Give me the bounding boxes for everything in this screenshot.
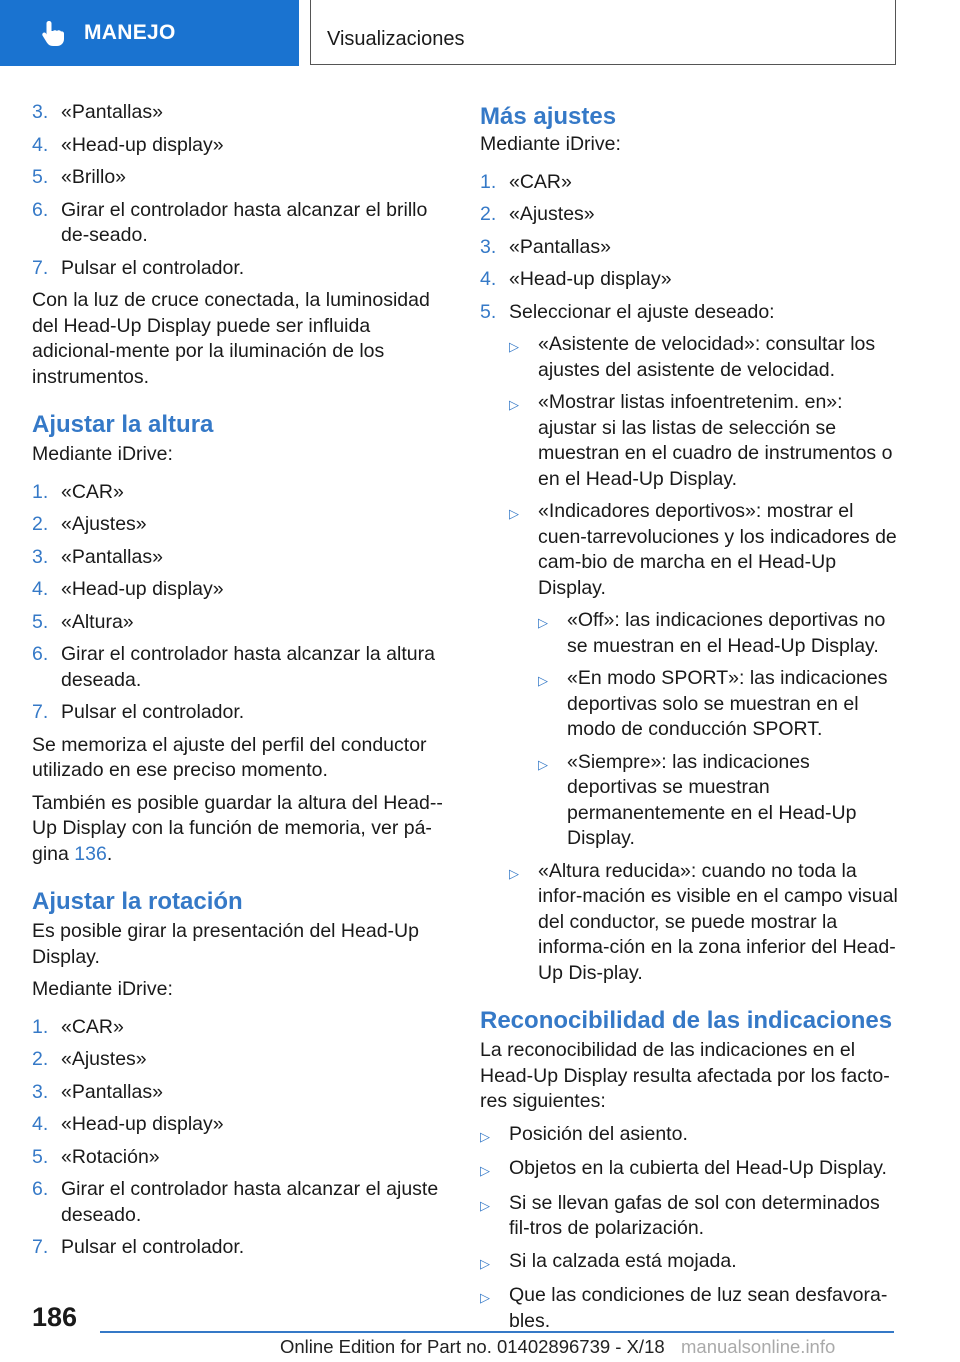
step-number: 6. <box>32 643 49 665</box>
step-text: «Ajustes» <box>61 1048 147 1070</box>
height-steps <box>32 480 450 726</box>
memory-note-end: . <box>106 842 113 865</box>
list-item <box>32 198 450 249</box>
intro-text: Mediante iDrive: <box>32 443 173 465</box>
step-number: 5. <box>32 1145 49 1168</box>
heading-altura: Ajustar la altura <box>32 411 214 438</box>
chapter-label: Visualizaciones <box>327 28 465 50</box>
triangle-bullet-icon: ▷ <box>538 615 548 630</box>
bullet-item <box>480 1249 898 1277</box>
section-heading <box>480 102 898 132</box>
sub-bullet-item <box>538 750 898 852</box>
bullet-text: «Off»: las indicaciones deportivas no se muestran en el Head-Up Display. <box>567 609 886 657</box>
step-number: 4. <box>32 1113 49 1135</box>
step-number: 4. <box>32 133 49 156</box>
bullet-item <box>480 1283 898 1334</box>
list-item <box>32 1015 450 1041</box>
intro-text: Mediante iDrive: <box>32 978 173 1000</box>
step-number: 1. <box>480 170 497 193</box>
triangle-bullet-icon: ▷ <box>509 397 519 412</box>
step-number: 1. <box>32 480 49 503</box>
step-text: Girar el controlador hasta alcanzar el brillo de-seado. <box>61 198 428 246</box>
section-label: MANEJO <box>84 21 176 44</box>
section-heading <box>32 887 450 917</box>
triangle-bullet-icon: ▷ <box>480 1163 490 1178</box>
step-text: Pulsar el controlador. <box>61 1236 245 1258</box>
step-text: «CAR» <box>61 1015 124 1038</box>
footer-divider <box>100 1331 894 1333</box>
profile-note: Se memoriza el ajuste del perfil del conductor utilizado en ese preciso momento. <box>32 733 427 781</box>
step-text: «CAR» <box>509 170 572 193</box>
list-item <box>32 610 450 636</box>
list-item <box>32 480 450 506</box>
bullet-item <box>509 390 898 492</box>
right-column <box>480 100 898 1341</box>
list-item <box>32 1235 450 1261</box>
bullet-text: Posición del asiento. <box>509 1122 688 1145</box>
step-number: 6. <box>32 1178 49 1200</box>
left-column <box>32 100 450 1268</box>
triangle-bullet-icon: ▷ <box>538 756 548 772</box>
step-number: 5. <box>32 166 49 188</box>
step-text: «Pantallas» <box>61 545 163 568</box>
step-text: Girar el controlador hasta alcanzar el ajuste deseado. <box>61 1178 439 1226</box>
hand-pointer-icon <box>38 18 68 48</box>
step-text: «Brillo» <box>61 166 127 188</box>
step-number: 6. <box>32 198 49 221</box>
triangle-bullet-icon: ▷ <box>538 673 548 688</box>
chapter-tab <box>310 0 896 65</box>
bullet-text: Objetos en la cubierta del Head-Up Display. <box>509 1157 887 1179</box>
list-item <box>32 165 450 191</box>
triangle-bullet-icon: ▷ <box>509 506 519 521</box>
sub-bullet-item <box>538 608 898 659</box>
triangle-bullet-icon: ▷ <box>509 339 519 354</box>
bullet-item <box>480 1156 898 1184</box>
bullet-item <box>509 499 898 601</box>
list-item <box>32 1177 450 1228</box>
bullet-text: «Mostrar listas infoentretenim. en»: ajustar si las listas de selección se muestran en el cuadro de instrumentos o en el Head-Up Display. <box>538 391 893 490</box>
heading-reconocibilidad: Reconocibilidad de las indicaciones <box>480 1007 893 1034</box>
list-item <box>32 1047 450 1073</box>
bullet-text: Si se llevan gafas de sol con determinados fil-tros de polarización. <box>509 1191 880 1239</box>
step-text: «Pantallas» <box>61 101 163 123</box>
list-item <box>32 642 450 693</box>
step-number: 3. <box>32 545 49 568</box>
bullet-text: «Siempre»: las indicaciones deportivas se muestran permanentemente en el Head-Up Display. <box>567 750 857 849</box>
list-item <box>32 1145 450 1171</box>
heading-mas-ajustes: Más ajustes <box>480 103 617 130</box>
step-number: 3. <box>32 101 49 123</box>
step-text: «Pantallas» <box>61 1080 163 1103</box>
triangle-bullet-icon: ▷ <box>480 1290 490 1305</box>
section-tab[interactable] <box>0 0 299 66</box>
step-number: 5. <box>32 610 49 633</box>
list-item <box>32 1112 450 1138</box>
step-text: «Altura» <box>61 610 134 633</box>
edition-text: Online Edition for Part no. 01402896739 - X/18 <box>280 1336 665 1357</box>
rotation-steps <box>32 1015 450 1261</box>
step-number: 4. <box>32 578 49 600</box>
list-item <box>32 256 450 282</box>
intro-text: Mediante iDrive: <box>480 133 621 155</box>
watermark-text: manualsonline.info <box>681 1336 836 1357</box>
step-text: Seleccionar el ajuste deseado: <box>509 300 775 323</box>
bullet-item <box>509 332 898 383</box>
memory-note <box>32 791 450 868</box>
page-header <box>0 0 960 66</box>
step-number: 7. <box>32 1236 49 1258</box>
list-item <box>480 235 898 261</box>
bullet-text: Que las condiciones de luz sean desfavora-bles. <box>509 1284 888 1332</box>
bullet-text: Si la calzada está mojada. <box>509 1249 737 1272</box>
list-item <box>480 300 898 326</box>
bullet-item <box>509 859 898 987</box>
rotation-text: Es posible girar la presentación del Head-Up Display. <box>32 920 419 968</box>
brightness-note: Con la luz de cruce conectada, la luminosidad del Head-Up Display puede ser influida adicional-mente por la iluminación de los instrumentos. <box>32 289 430 388</box>
triangle-bullet-icon: ▷ <box>480 1128 490 1144</box>
step-text: «Head-up display» <box>509 268 672 290</box>
step-text: «Head-up display» <box>61 578 224 600</box>
step-number: 2. <box>480 203 497 225</box>
triangle-bullet-icon: ▷ <box>480 1197 490 1213</box>
step-number: 2. <box>32 513 49 535</box>
bullet-item <box>480 1122 898 1150</box>
step-text: «Head-up display» <box>61 133 224 156</box>
step-number: 4. <box>480 268 497 290</box>
bullet-item <box>480 1191 898 1242</box>
list-item <box>32 133 450 159</box>
step-text: Pulsar el controlador. <box>61 256 245 279</box>
list-item <box>32 512 450 538</box>
list-item <box>32 545 450 571</box>
sub-bullet-item <box>538 666 898 743</box>
brightness-steps <box>32 100 450 281</box>
step-number: 5. <box>480 300 497 323</box>
step-text: «Ajustes» <box>509 203 595 225</box>
step-number: 3. <box>480 235 497 258</box>
triangle-bullet-icon: ▷ <box>509 865 519 881</box>
list-item <box>480 267 898 293</box>
step-number: 7. <box>32 256 49 279</box>
list-item <box>32 1080 450 1106</box>
bullet-text: «Altura reducida»: cuando no toda la infor-mación es visible en el campo visual del conductor, se puede mostrar la informa-ción en la zona inferior del Head-Up Dis-play. <box>538 859 898 984</box>
step-number: 7. <box>32 701 49 723</box>
section-heading <box>480 1006 898 1036</box>
section-heading <box>32 410 450 440</box>
list-item <box>32 700 450 726</box>
step-text: «Ajustes» <box>61 513 147 535</box>
memory-note-text: También es posible guardar la altura del Head--Up Display con la función de memoria, ver pá-gina <box>32 791 443 865</box>
list-item <box>480 202 898 228</box>
page-link[interactable]: 136 <box>74 842 107 865</box>
list-item <box>32 577 450 603</box>
step-text: «CAR» <box>61 480 124 503</box>
step-text: «Pantallas» <box>509 235 611 258</box>
more-settings-steps <box>480 170 898 326</box>
step-text: Pulsar el controlador. <box>61 701 245 723</box>
step-text: «Rotación» <box>61 1145 160 1168</box>
list-item <box>32 100 450 126</box>
step-number: 3. <box>32 1080 49 1103</box>
triangle-bullet-icon: ▷ <box>480 1255 490 1271</box>
legibility-text: La reconocibilidad de las indicaciones en el Head-Up Display resulta afectada por los facto-res siguientes: <box>480 1039 890 1112</box>
step-text: Girar el controlador hasta alcanzar la altura deseada. <box>61 643 435 691</box>
step-number: 2. <box>32 1048 49 1070</box>
bullet-text: «Asistente de velocidad»: consultar los ajustes del asistente de velocidad. <box>538 333 876 381</box>
page-number: 186 <box>32 1302 78 1332</box>
list-item <box>480 170 898 196</box>
bullet-text: «Indicadores deportivos»: mostrar el cuen-tarrevoluciones y los indicadores de cam-bio de marcha en el Head-Up Display. <box>538 500 897 599</box>
step-text: «Head-up display» <box>61 1113 224 1135</box>
bullet-text: «En modo SPORT»: las indicaciones deportivas solo se muestran en el modo de conducción SPORT. <box>567 667 888 740</box>
step-number: 1. <box>32 1015 49 1038</box>
heading-rotacion: Ajustar la rotación <box>32 888 243 915</box>
